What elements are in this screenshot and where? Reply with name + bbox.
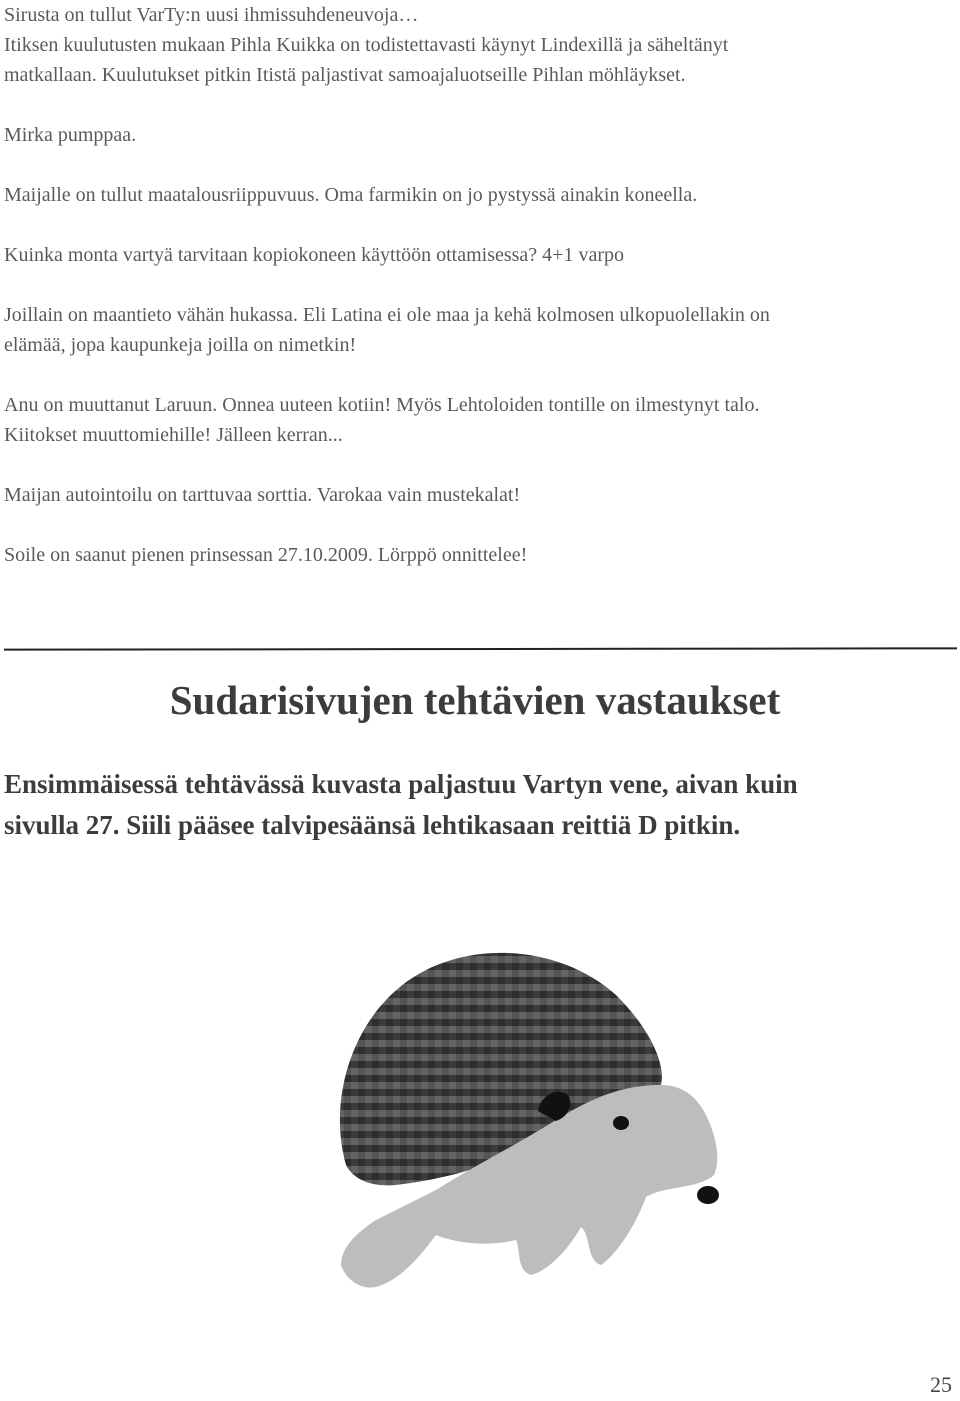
news-item: Anu on muuttanut Laruun. Onnea uuteen kotiin! Myös Lehtoloiden tontille on ilmestynyt talo. Kiitokset muuttomiehille! Jälleen kerran... (4, 394, 760, 446)
news-item: Mirka pumppaa. (4, 124, 137, 146)
news-item: Soile on saanut pienen prinsessan 27.10.2009. Lörppö onnittelee! (4, 544, 528, 566)
news-column (4, 0, 954, 570)
hedgehog-eye (613, 1116, 629, 1130)
news-item: Maijan autointoilu on tarttuvaa sorttia. Varokaa vain mustekalat! (4, 484, 521, 506)
news-item: Kuinka monta vartyä tarvitaan kopiokoneen käyttöön ottamisessa? 4+1 varpo (4, 244, 624, 266)
answers-heading: Sudarisivujen tehtävien vastaukset (169, 677, 781, 723)
answers-text: Ensimmäisessä tehtävässä kuvasta paljastuu Vartyn vene, aivan kuin sivulla 27. Siili pääsee talvipesäänsä lehtikasaan reittiä D pitkin. (4, 769, 798, 840)
hedgehog-nose (697, 1186, 719, 1204)
section-divider (4, 647, 957, 650)
page-number: 25 (930, 1372, 952, 1397)
news-item: Sirusta on tullut VarTy:n uusi ihmissuhdeneuvoja… Itiksen kuulutusten mukaan Pihla Kuikka on todistettavasti käynyt Lindexillä ja säheltänyt matkallaan. Kuulutukset pitkin Itistä paljastivat samoajaluotseille Pihlan möhläykset. (4, 4, 729, 86)
news-item: Joillain on maantieto vähän hukassa. Eli Latina ei ole maa ja kehä kolmosen ulkopuolellakin on elämää, jopa kaupunkeja joilla on nimetkin! (4, 304, 770, 356)
hedgehog-illustration (316, 935, 726, 1295)
news-item: Maijalle on tullut maatalousriippuvuus. Oma farmikin on jo pystyssä ainakin koneella. (4, 184, 698, 206)
